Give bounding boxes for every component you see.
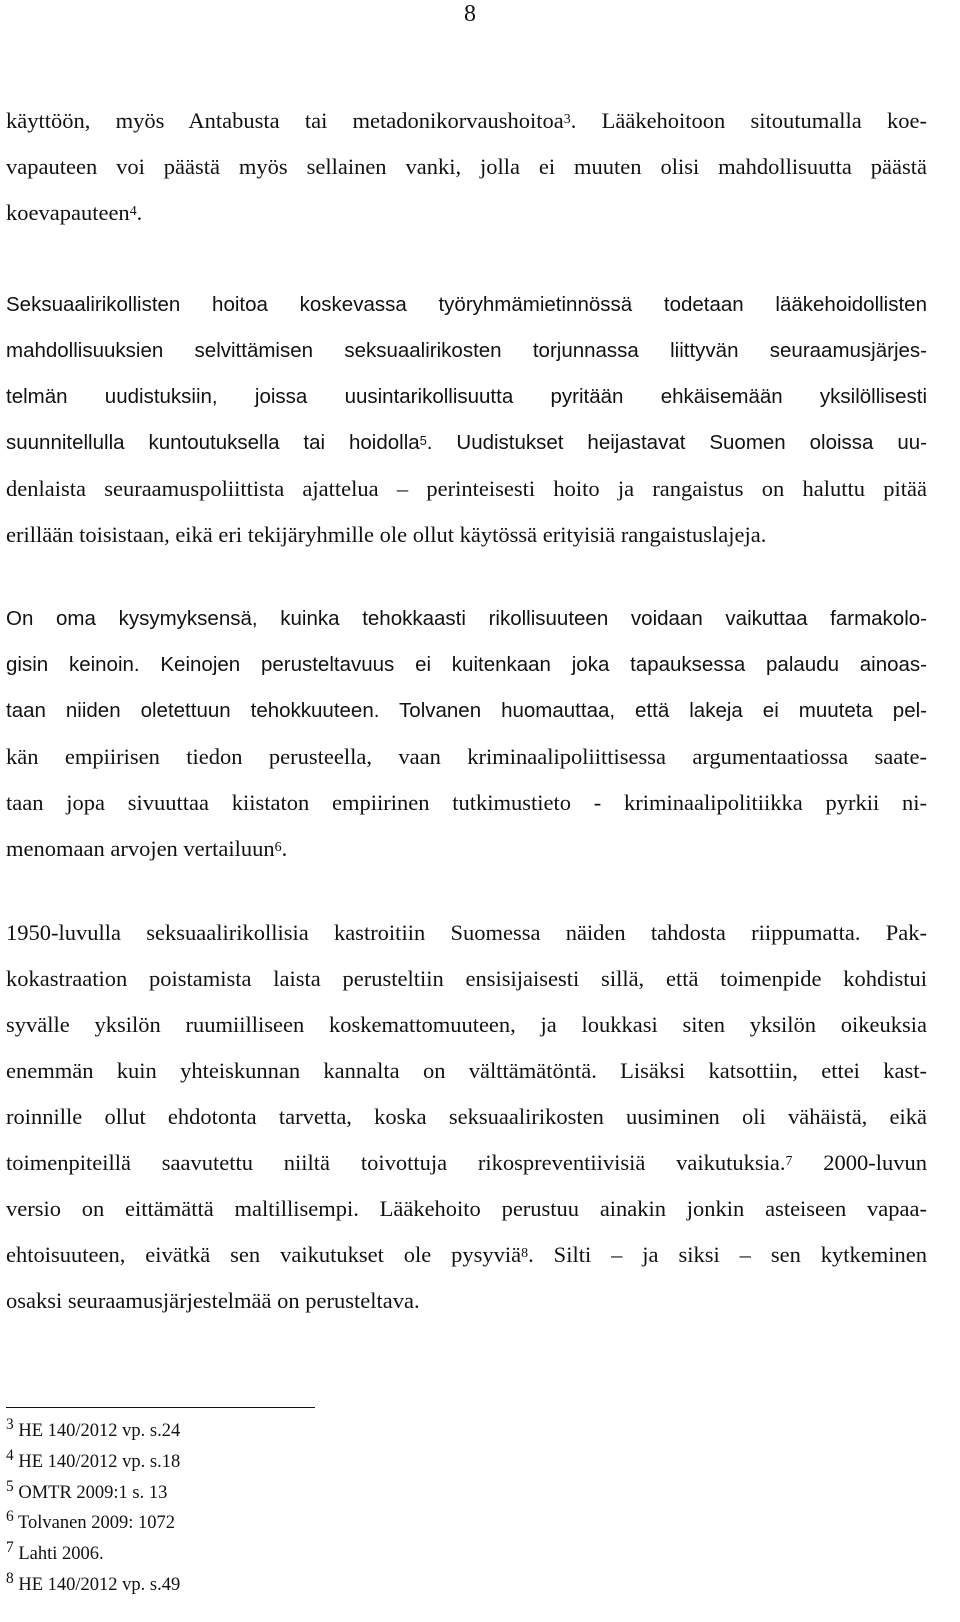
text-line: gisin keinoin. Keinojen perusteltavuus ei kuitenkaan joka tapauksessa palaudu ainoas-	[6, 653, 927, 676]
paragraph-1	[6, 98, 927, 236]
text-line: roinnille ollut ehdotonta tarvetta, koska seksuaalirikosten uusiminen oli vähäistä, eikä	[6, 1104, 927, 1129]
text-line: vapauteen voi päästä myös sellainen vanki, jolla ei muuten olisi mahdollisuutta päästä	[6, 154, 927, 179]
text-line: mahdollisuuksien selvittämisen seksuaalirikosten torjunnassa liittyvän seuraamusjärjes-	[6, 339, 927, 362]
text-line: osaksi seuraamusjärjestelmää on perusteltava.	[6, 1288, 420, 1313]
footnote-text: Lahti 2006.	[13, 1544, 104, 1565]
text-line: kän empiirisen tiedon perusteella, vaan kriminaalipoliittisessa argumentaatiossa saate-	[6, 744, 927, 769]
footnotes	[6, 1413, 606, 1598]
text-line: toimenpiteillä saavutettu niiltä toivottuja rikospreventiivisiä vaikutuksia.$^7$ 2000-luvun	[6, 1150, 927, 1175]
footnote-number: 6	[6, 1508, 14, 1526]
footnote-separator	[6, 1407, 315, 1408]
text-line: telmän uudistuksiin, joissa uusintarikollisuutta pyritään ehkäisemään yksilöllisesti	[6, 385, 927, 408]
footnote-number: 3	[6, 1416, 14, 1433]
page-number: 8	[464, 1, 476, 27]
paragraph-4	[6, 910, 927, 1324]
text-line: menomaan arvojen vertailuun$^6$.	[6, 836, 288, 861]
footnote-reference: 8	[521, 1246, 529, 1262]
footnote-text: Tolvanen 2009: 1072	[13, 1513, 175, 1534]
text-line: koevapauteen$^4$.	[6, 200, 143, 225]
footnote-text: HE 140/2012 vp. s.24	[13, 1421, 181, 1442]
footnote-reference: 3	[563, 112, 571, 128]
text-line: taan jopa sivuuttaa kiistaton empiirinen tutkimustieto - kriminaalipolitiikka pyrkii ni-	[6, 790, 927, 815]
footnote-item	[6, 1413, 606, 1444]
footnote-text: OMTR 2009:1 s. 13	[13, 1482, 168, 1503]
footnote-item	[6, 1505, 606, 1536]
text-line: Seksuaalirikollisten hoitoa koskevassa työryhmämietinnössä todetaan lääkehoidollisten	[6, 293, 927, 316]
text-line: On oma kysymyksensä, kuinka tehokkaasti rikollisuuteen voidaan vaikuttaa farmakolo-	[6, 607, 927, 630]
footnote-number: 8	[6, 1569, 14, 1587]
text-line: kokastraation poistamista laista perusteltiin ensisijaisesti sillä, että toimenpide kohdistui	[6, 966, 927, 991]
paragraph-3	[6, 596, 927, 872]
footnote-item	[6, 1444, 606, 1475]
text-line: enemmän kuin yhteiskunnan kannalta on välttämätöntä. Lisäksi katsottiin, ettei kast-	[6, 1058, 927, 1083]
footnote-reference: 5	[419, 432, 427, 448]
footnote-item	[6, 1475, 606, 1506]
text-line: ehtoisuuteen, eivätkä sen vaikutukset ole pysyviä$^8$. Silti – ja siksi – sen kytkeminen	[6, 1242, 927, 1267]
text-line: syvälle yksilön ruumiilliseen koskemattomuuteen, ja loukkasi siten yksilön oikeuksia	[6, 1012, 927, 1037]
text-line: erillään toisistaan, eikä eri tekijäryhmille ole ollut käytössä erityisiä rangaistuslajeja.	[6, 522, 767, 547]
footnote-text: HE 140/2012 vp. s.49	[13, 1574, 181, 1595]
footnote-number: 4	[6, 1446, 14, 1464]
footnote-reference: 7	[785, 1154, 793, 1170]
text-line: versio on eittämättä maltillisempi. Lääkehoito perustuu ainakin jonkin asteiseen vapaa-	[6, 1196, 927, 1221]
text-line: käyttöön, myös Antabusta tai metadonikorvaushoitoa$^3$. Lääkehoitoon sitoutumalla koe-	[6, 108, 927, 133]
text-line: 1950-luvulla seksuaalirikollisia kastroitiin Suomessa näiden tahdosta riippumatta. Pak-	[6, 920, 927, 945]
text-line: denlaista seuraamuspoliittista ajattelua – perinteisesti hoito ja rangaistus on haluttu pitää	[6, 476, 927, 501]
text-line: suunnitellulla kuntoutuksella tai hoidolla$^5$. Uudistukset heijastavat Suomen oloissa uu-	[6, 431, 927, 454]
text-line: taan niiden oletettuun tehokkuuteen. Tolvanen huomauttaa, että lakeja ei muuteta pel-	[6, 699, 927, 722]
paragraph-2	[6, 282, 927, 558]
footnote-reference: 4	[129, 204, 137, 220]
footnote-item	[6, 1536, 606, 1567]
footnote-item	[6, 1567, 606, 1598]
footnote-text: HE 140/2012 vp. s.18	[13, 1451, 181, 1472]
footnote-number: 7	[6, 1539, 14, 1556]
footnote-number: 5	[6, 1477, 14, 1495]
footnote-reference: 6	[274, 840, 282, 856]
